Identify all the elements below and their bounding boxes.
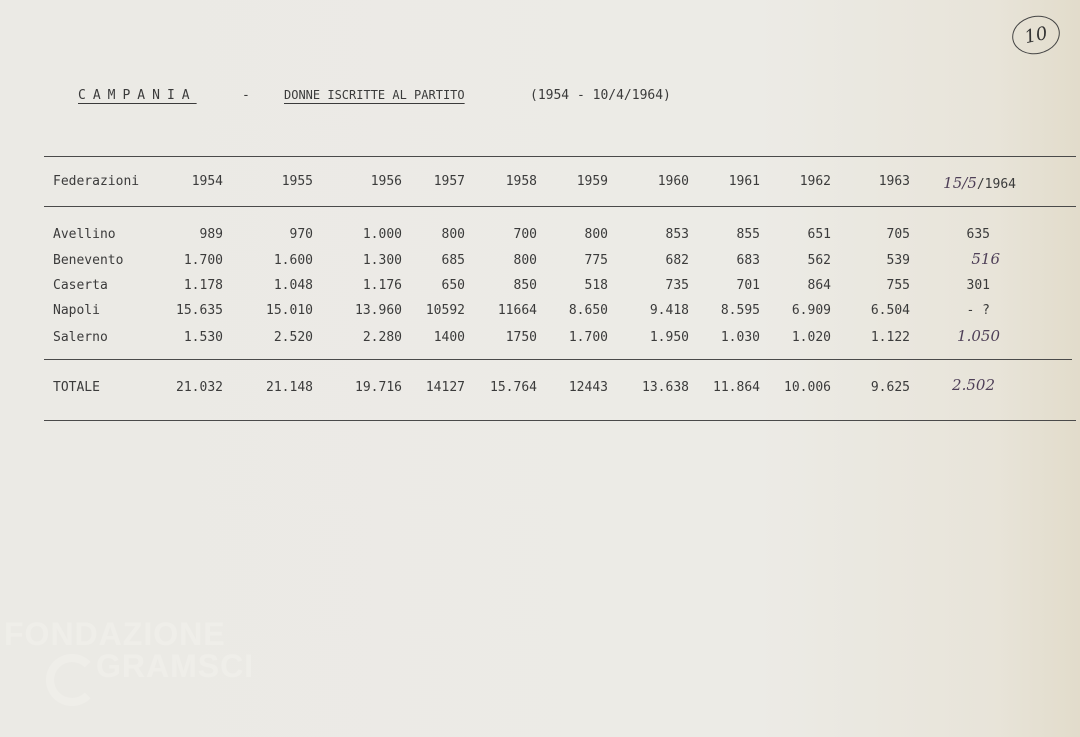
- table-cell: 15.635: [176, 303, 223, 318]
- table-cell: 735: [665, 278, 689, 293]
- table-cell: 1.300: [362, 253, 402, 268]
- row-federazione-name: Caserta: [53, 278, 108, 293]
- table-cell: 864: [807, 278, 831, 293]
- column-header-last-handwritten: 15/5: [943, 174, 977, 192]
- row-federazione-name: Salerno: [53, 330, 108, 345]
- table-cell-last: 516: [971, 250, 1000, 268]
- table-cell: 700: [513, 227, 537, 242]
- row-federazione-name: Benevento: [53, 253, 124, 268]
- column-header-year: 1961: [728, 174, 760, 189]
- table-cell: 9.418: [649, 303, 689, 318]
- table-cell: 800: [441, 227, 465, 242]
- title-dash: -: [242, 88, 250, 103]
- column-header-year: 1955: [281, 174, 313, 189]
- table-cell-last: 301: [966, 278, 990, 293]
- table-cell: 1.700: [183, 253, 223, 268]
- total-cell: 21.148: [266, 380, 313, 395]
- title-range: (1954 - 10/4/1964): [530, 88, 671, 103]
- table-cell: 539: [886, 253, 910, 268]
- table-cell: 705: [886, 227, 910, 242]
- table-cell: 1.530: [183, 330, 223, 345]
- table-cell: 15.010: [266, 303, 313, 318]
- table-cell: 11664: [497, 303, 537, 318]
- watermark-line-2: GRAMSCI: [96, 648, 255, 684]
- title-region: CAMPANIA: [78, 88, 197, 103]
- table-cell: 10592: [425, 303, 465, 318]
- table-cell: 1.048: [273, 278, 313, 293]
- column-header-last-typed: /1964: [976, 177, 1016, 192]
- table-cell: 1.950: [649, 330, 689, 345]
- column-header-year: 1956: [370, 174, 402, 189]
- table-cell: 682: [665, 253, 689, 268]
- table-cell: 2.280: [362, 330, 402, 345]
- column-header-federazioni: Federazioni: [53, 174, 140, 189]
- column-header-year: 1960: [657, 174, 689, 189]
- table-cell: 2.520: [273, 330, 313, 345]
- table-cell: 6.909: [791, 303, 831, 318]
- table-bottom-rule: [44, 420, 1076, 421]
- header-bottom-rule: [44, 206, 1076, 207]
- table-cell: 1.020: [791, 330, 831, 345]
- total-top-rule: [44, 359, 1072, 360]
- table-cell-last: 1.050: [957, 327, 1000, 345]
- row-federazione-name: Napoli: [53, 303, 100, 318]
- column-header-year: 1962: [799, 174, 831, 189]
- table-cell: 800: [513, 253, 537, 268]
- table-cell: 6.504: [870, 303, 910, 318]
- page-number-stamp: [1009, 11, 1064, 58]
- table-cell: 755: [886, 278, 910, 293]
- watermark: [4, 618, 254, 682]
- table-cell: 701: [736, 278, 760, 293]
- table-cell-last: - ?: [966, 303, 990, 318]
- watermark-logo-icon: [46, 654, 98, 706]
- table-cell: 1.000: [362, 227, 402, 242]
- table-cell: 518: [584, 278, 608, 293]
- table-cell: 562: [807, 253, 831, 268]
- table-cell: 1.030: [720, 330, 760, 345]
- total-cell: 13.638: [642, 380, 689, 395]
- total-cell: 12443: [568, 380, 608, 395]
- total-cell: 11.864: [713, 380, 760, 395]
- column-header-year: 1958: [505, 174, 537, 189]
- table-cell: 651: [807, 227, 831, 242]
- watermark-line-1: FONDAZIONE: [4, 616, 226, 652]
- table-cell: 1750: [505, 330, 537, 345]
- table-cell: 1.122: [870, 330, 910, 345]
- table-cell: 855: [736, 227, 760, 242]
- total-cell: 14127: [425, 380, 465, 395]
- table-cell: 685: [441, 253, 465, 268]
- table-cell: 8.595: [720, 303, 760, 318]
- table-cell: 13.960: [355, 303, 402, 318]
- table-cell: 1.176: [362, 278, 402, 293]
- table-cell: 989: [199, 227, 223, 242]
- table-cell-last: 635: [966, 227, 990, 242]
- column-header-last: [943, 174, 1016, 192]
- table-cell: 1.600: [273, 253, 313, 268]
- column-header-year: 1963: [878, 174, 910, 189]
- table-cell: 1.178: [183, 278, 223, 293]
- table-cell: 8.650: [568, 303, 608, 318]
- column-header-year: 1959: [576, 174, 608, 189]
- table-cell: 970: [289, 227, 313, 242]
- table-cell: 1.700: [568, 330, 608, 345]
- column-header-year: 1957: [433, 174, 465, 189]
- table-cell: 1400: [433, 330, 465, 345]
- page-number: 10: [1022, 22, 1050, 48]
- table-top-rule: [44, 156, 1076, 157]
- table-cell: 683: [736, 253, 760, 268]
- total-label: TOTALE: [53, 380, 100, 395]
- table-cell: 850: [513, 278, 537, 293]
- column-header-year: 1954: [191, 174, 223, 189]
- total-cell: 15.764: [490, 380, 537, 395]
- table-cell: 650: [441, 278, 465, 293]
- total-cell: 19.716: [355, 380, 402, 395]
- row-federazione-name: Avellino: [53, 227, 116, 242]
- total-cell: 21.032: [176, 380, 223, 395]
- total-cell-last: 2.502: [952, 376, 995, 394]
- table-cell: 775: [584, 253, 608, 268]
- table-cell: 853: [665, 227, 689, 242]
- title-main: DONNE ISCRITTE AL PARTITO: [284, 88, 465, 102]
- total-cell: 9.625: [870, 380, 910, 395]
- table-cell: 800: [584, 227, 608, 242]
- total-cell: 10.006: [784, 380, 831, 395]
